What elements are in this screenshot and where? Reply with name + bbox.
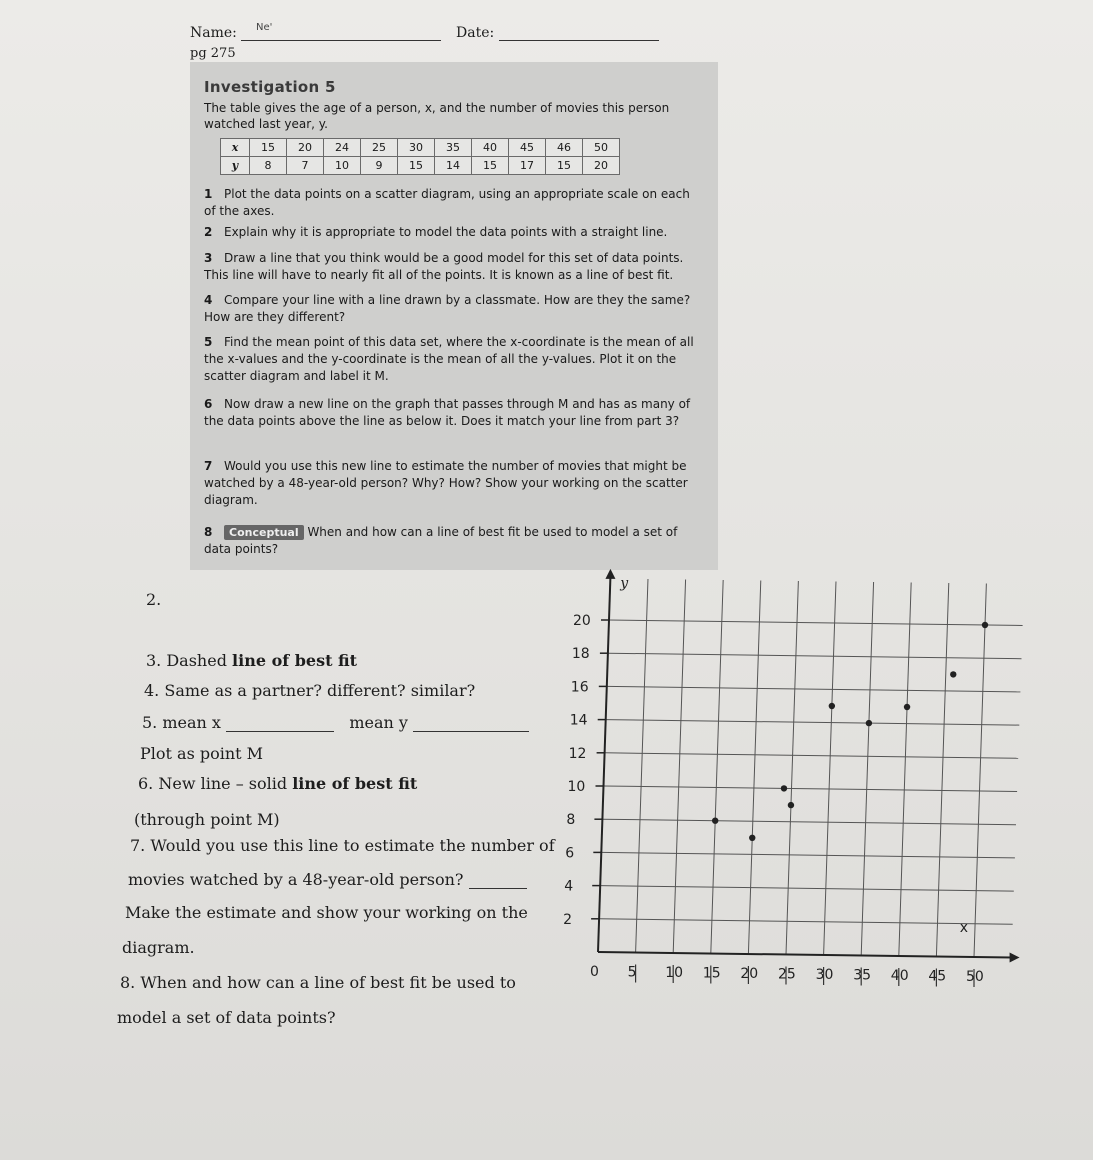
x-tick-label: 45 (928, 968, 947, 985)
grid-line-vertical (711, 580, 723, 954)
x-axis-arrow (1010, 953, 1020, 963)
y-cell: 15 (472, 157, 509, 175)
x-tick-label: 5 (627, 964, 637, 981)
mean-x-label: 5. mean x (142, 713, 221, 732)
grid-line-horizontal (606, 720, 1020, 726)
x-tick-label: 25 (778, 966, 796, 983)
page-reference: pg 275 (190, 46, 236, 61)
y-axis (598, 577, 610, 952)
y-tick-label: 20 (573, 613, 591, 629)
y-cell: 9 (361, 157, 398, 175)
answer-6: 6. New line – solid line of best fit (138, 774, 418, 793)
name-handwriting: Ne' (256, 22, 273, 33)
x-tick-label: 10 (665, 965, 684, 981)
name-label: Name: (190, 25, 237, 41)
x-cell: 35 (435, 139, 472, 157)
data-point (712, 818, 718, 824)
x-tick-label: 15 (702, 965, 721, 982)
x-cell: 15 (250, 139, 287, 157)
y-cell: 15 (546, 157, 583, 175)
grid-line-vertical (786, 581, 798, 955)
question-6: 6 Now draw a new line on the graph that passes through M and has as many of the data points above the line as below it. Does it match your line from part 3? (204, 397, 691, 428)
plot-grid (599, 579, 1023, 957)
data-point (950, 671, 956, 677)
x-cell: 25 (361, 139, 398, 157)
y-tick-label: 10 (567, 779, 586, 795)
question-3: 3 Draw a line that you think would be a good model for this set of data points. This line will have to nearly fit all of the points. It is known as a line of best fit. (204, 251, 684, 282)
answer-7-line4: diagram. (122, 938, 195, 957)
data-point (749, 835, 755, 841)
x-cell: 24 (324, 139, 361, 157)
y-tick-label: 4 (564, 878, 574, 895)
conceptual-badge: Conceptual (224, 525, 304, 540)
y-cell: 7 (287, 157, 324, 175)
grid-line-horizontal (605, 753, 1019, 759)
grid-line-vertical (636, 579, 648, 953)
y-cell: 20 (583, 157, 620, 175)
y-cell: 14 (435, 157, 472, 175)
grid-line-vertical (936, 583, 948, 957)
y-axis-arrow (605, 569, 615, 579)
x-marker: x (959, 919, 969, 936)
grid-line-horizontal (601, 852, 1015, 858)
y-tick-label: 16 (570, 679, 589, 696)
y-cell: 17 (509, 157, 546, 175)
mean-y-label: mean y (349, 713, 408, 732)
grid-line-horizontal (602, 819, 1016, 825)
x-tick-label: 40 (890, 968, 909, 984)
grid-line-vertical (974, 584, 986, 958)
data-point (781, 785, 787, 791)
answer-6-through: (through point M) (134, 810, 280, 829)
grid-line-horizontal (599, 919, 1013, 925)
investigation-intro: The table gives the age of a person, x, and the number of movies this person watched last year, y. (204, 101, 670, 131)
answer-7-line1: 7. Would you use this line to estimate the number of (130, 836, 555, 855)
answer-7-line2: movies watched by a 48-year-old person? (128, 870, 527, 889)
x-cell: 20 (287, 139, 324, 157)
grid-line-horizontal (604, 786, 1018, 792)
y-cell: 8 (250, 157, 287, 175)
answer-8-line1: 8. When and how can a line of best fit be used to (120, 973, 516, 992)
data-point (829, 703, 835, 709)
answer-8-line2: model a set of data points? (117, 1008, 336, 1027)
grid-line-vertical (748, 581, 760, 955)
answer-2: 2. (146, 590, 162, 609)
x-cell: 30 (398, 139, 435, 157)
x-tick-label: 50 (966, 969, 984, 985)
x-cell: 40 (472, 139, 509, 157)
data-point (866, 720, 872, 726)
data-point (904, 704, 910, 710)
grid-line-vertical (861, 582, 873, 956)
question-1: 1 Plot the data points on a scatter diagram, using an appropriate scale on each of the axes. (204, 187, 690, 218)
grid-line-horizontal (608, 653, 1022, 659)
grid-line-horizontal (600, 886, 1014, 892)
y-cell: 15 (398, 157, 435, 175)
data-point (788, 802, 794, 808)
question-2: 2 Explain why it is appropriate to model the data points with a straight line. (204, 225, 668, 239)
answer-7-line3: Make the estimate and show your working on the (125, 903, 528, 922)
grid-line-vertical (899, 583, 911, 957)
x-cell: 46 (546, 139, 583, 157)
x-tick-label: 20 (740, 966, 759, 982)
question-7: 7 Would you use this new line to estimate the number of movies that might be watched by a 48-year-old person? Why? How? Show your working on the scatter diagram. (204, 459, 688, 507)
answer-3: 3. Dashed line of best fit (146, 651, 358, 670)
date-label: Date: (456, 25, 495, 41)
x-tick-label: 30 (815, 967, 834, 983)
grid-line-vertical (673, 580, 685, 954)
y-cell: 10 (324, 157, 361, 175)
question-8: 8 Conceptual When and how can a line of best fit be used to model a set of data points? (204, 525, 678, 556)
question-5: 5 Find the mean point of this data set, where the x-coordinate is the mean of all the x-values and the y-coordinate is the mean of all the y-values. Plot it on the scatter diagram and label it M. (204, 335, 694, 383)
x-header: x (221, 139, 250, 157)
grid-line-vertical (824, 582, 836, 956)
y-axis-label: y (620, 575, 629, 592)
y-tick-label: 8 (566, 812, 576, 829)
grid-line-horizontal (607, 686, 1021, 692)
x-tick-label: 0 (590, 964, 599, 980)
answer-4: 4. Same as a partner? different? similar? (144, 681, 476, 700)
y-tick-label: 2 (563, 911, 573, 928)
data-point (982, 622, 988, 628)
investigation-title: Investigation 5 (204, 78, 336, 96)
y-header: y (221, 157, 250, 175)
x-cell: 45 (509, 139, 546, 157)
y-tick-label: 12 (568, 745, 587, 762)
y-tick-label: 6 (565, 845, 575, 862)
y-tick-label: 18 (571, 646, 590, 663)
grid-line-horizontal (609, 620, 1023, 626)
x-axis (598, 952, 1012, 958)
y-tick-label: 14 (569, 712, 588, 729)
plot-axes (598, 569, 1020, 963)
answer-5-plot: Plot as point M (140, 744, 264, 763)
question-4: 4 Compare your line with a line drawn by a classmate. How are they the same? How are they different? (204, 293, 691, 324)
x-cell: 50 (583, 139, 620, 157)
x-tick-label: 35 (853, 967, 872, 984)
plot-tick-labels (563, 575, 984, 987)
